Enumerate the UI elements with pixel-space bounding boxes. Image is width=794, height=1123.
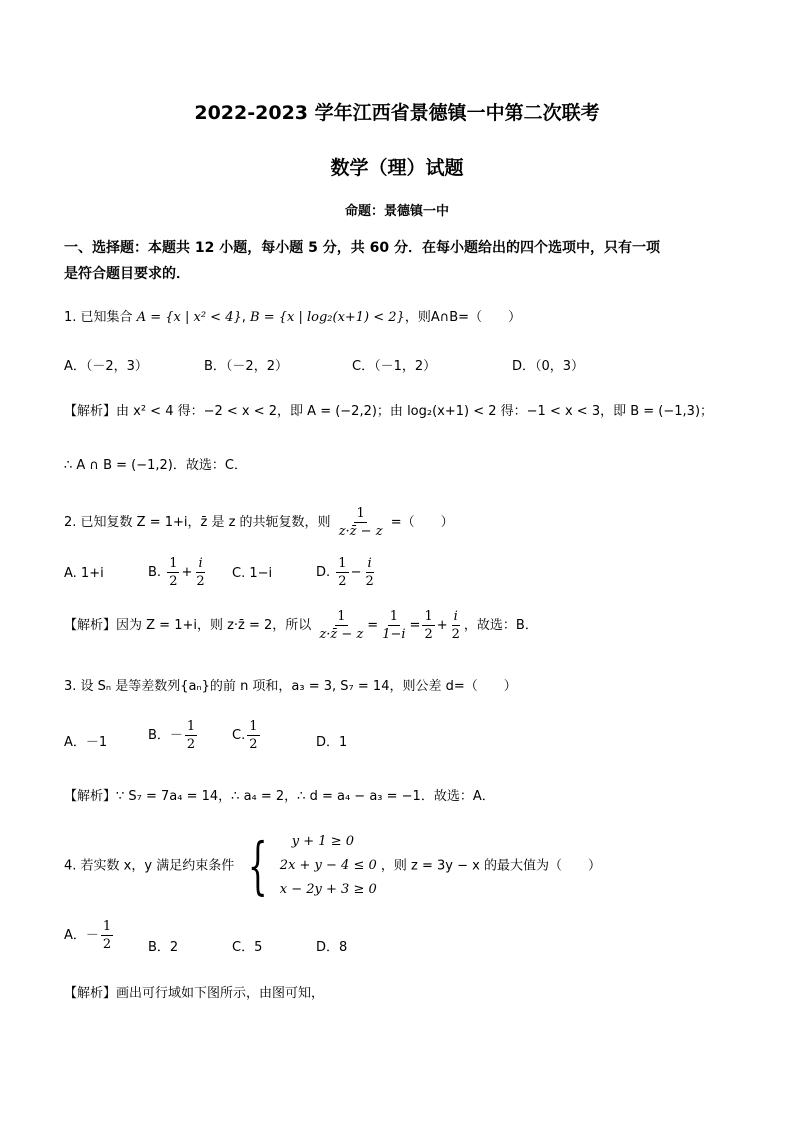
exam-title: 2022-2023 学年江西省景德镇一中第二次联考 xyxy=(194,102,600,124)
q1-analysis-2: ∴ A ∩ B = (−1,2)．故选：C． xyxy=(64,458,247,473)
q2-b-den1: 2 xyxy=(169,574,178,589)
q2-analysis-eq2: = xyxy=(409,618,421,633)
q2-analysis-frac2 xyxy=(380,608,407,643)
q2-analysis-plus: + xyxy=(436,618,448,633)
q3-b-den: 2 xyxy=(186,737,196,752)
q4-option-c: C．5 xyxy=(232,940,263,955)
q2-af4-num: i xyxy=(453,609,458,624)
q2-analysis-frac3 xyxy=(422,608,434,643)
q1-option-b: B．（－2，2） xyxy=(204,359,288,374)
question-2 xyxy=(64,505,454,540)
q3-text: 设 Sₙ 是等差数列{aₙ}的前 n 项和，a₃ = 3, S₇ = 14，则公差 d=（ ） xyxy=(80,679,517,694)
q1-set-b: B = {x | log₂(x+1) < 2} xyxy=(250,310,405,325)
q2-analysis-lead: 【解析】因为 Z = 1+i，则 z·z̄ = 2，所以 xyxy=(64,618,312,633)
q2-frac-num: 1 xyxy=(356,506,365,521)
q2-d-num1: 1 xyxy=(338,556,347,571)
exam-subtitle: 数学（理）试题 xyxy=(330,157,464,179)
q2-b-num1: 1 xyxy=(169,556,178,571)
section-heading-cont: 是符合题目要求的． xyxy=(64,266,190,282)
q1-num: 1. xyxy=(64,310,77,325)
exam-author: 命题：景德镇一中 xyxy=(344,204,449,219)
q2-d-minus: − xyxy=(350,565,362,580)
question-4 xyxy=(64,830,601,902)
q2-analysis-tail: ，故选：B． xyxy=(463,618,538,633)
q4-option-d: D．8 xyxy=(316,940,348,955)
q1-option-a: A．（－2，3） xyxy=(64,359,148,374)
question-1: 1. 已知集合 A = {x | x² < 4}, B = {x | log₂(x+1) < 2}，则A∩B=（ ） xyxy=(64,310,522,325)
q2-option-b xyxy=(148,555,209,590)
q2-d-frac2 xyxy=(363,555,375,590)
q4-option-a-label: A．－ xyxy=(64,928,99,943)
q4-option-b: B．2 xyxy=(148,940,179,955)
q2-num: 2. xyxy=(64,515,77,530)
q2-d-frac1 xyxy=(336,555,348,590)
q2-text: 已知复数 Z = 1+i，z̄ 是 z 的共轭复数，则 xyxy=(80,515,331,530)
q2-af1-den: z·z̄ − z xyxy=(319,627,364,642)
q2-option-d-label: D. xyxy=(316,565,331,580)
q3-option-a: A．－1 xyxy=(64,735,108,750)
q4-constraint-3: x − 2y + 3 ≥ 0 xyxy=(279,882,377,897)
q2-option-b-label: B. xyxy=(148,565,162,580)
q1-option-c: C．（－1，2） xyxy=(352,359,437,374)
q2-frac-den: z·z̄ − z xyxy=(338,524,383,539)
q3-option-c xyxy=(232,718,262,753)
section-heading: 一、选择题：本题共 12 小题，每小题 5 分，共 60 分．在每小题给出的四个选项中，只有一项 xyxy=(64,240,660,256)
q2-tail: =（ ） xyxy=(390,515,454,530)
q1-tail: ，则A∩B=（ ） xyxy=(404,310,522,325)
q4-analysis: 【解析】画出可行域如下图所示，由图可知， xyxy=(64,986,325,1001)
q4-brace: { xyxy=(248,829,268,902)
q2-d-den1: 2 xyxy=(338,574,347,589)
q4-a-frac xyxy=(101,918,113,953)
q2-d-den2: 2 xyxy=(365,574,374,589)
q2-b-frac1 xyxy=(167,555,179,590)
q2-af3-num: 1 xyxy=(424,609,433,624)
q3-b-frac xyxy=(185,718,197,753)
q3-b-num: 1 xyxy=(186,719,196,734)
q2-d-num2: i xyxy=(367,556,372,571)
q2-analysis xyxy=(64,608,538,643)
q1-analysis: 【解析】由 x² < 4 得：−2 < x < 2，即 A = (−2,2)；由 log₂(x+1) < 2 得：−1 < x < 3，即 B = (−1,3)； xyxy=(64,404,714,419)
q3-c-frac xyxy=(247,718,259,753)
q3-option-b-label: B．－ xyxy=(148,728,183,743)
q4-constraint-2: 2x + y − 4 ≤ 0 xyxy=(279,858,377,873)
q4-option-a xyxy=(64,918,115,953)
q2-b-num2: i xyxy=(198,556,203,571)
q4-a-den: 2 xyxy=(102,937,112,952)
q1-lead: 已知集合 xyxy=(80,310,133,325)
q3-c-den: 2 xyxy=(249,737,258,752)
q2-analysis-frac1 xyxy=(317,608,365,643)
question-3 xyxy=(64,675,517,694)
q2-b-den2: 2 xyxy=(196,574,205,589)
q2-analysis-eq1: = xyxy=(367,618,379,633)
q4-constraints xyxy=(280,830,377,902)
q1-set-a: A = {x | x² < 4} xyxy=(136,310,242,325)
q3-analysis: 【解析】∵ S₇ = 7a₄ = 14，∴ a₄ = 2，∴ d = a₄ − a₃ = −1．故选：A． xyxy=(64,789,495,804)
q2-af1-num: 1 xyxy=(337,609,346,624)
q4-num: 4. xyxy=(64,858,77,874)
q2-fraction xyxy=(337,505,385,540)
q4-tail: ，则 z = 3y − x 的最大值为（ ） xyxy=(380,858,601,874)
q2-af2-num: 1 xyxy=(389,609,398,624)
q4-text: 若实数 x，y 满足约束条件 xyxy=(80,858,235,874)
q2-af2-den: 1−i xyxy=(382,627,406,642)
q1-option-d: D．（0，3） xyxy=(512,359,585,374)
q2-af3-den: 2 xyxy=(424,627,433,642)
q2-analysis-frac4 xyxy=(450,608,462,643)
q3-c-num: 1 xyxy=(249,719,258,734)
q2-af4-den: 2 xyxy=(451,627,460,642)
q4-constraint-1: y + 1 ≥ 0 xyxy=(291,834,354,849)
q3-option-d: D．1 xyxy=(316,735,348,750)
q2-b-plus: + xyxy=(181,565,193,580)
q3-option-c-label: C. xyxy=(232,728,246,743)
q2-option-d xyxy=(316,555,378,590)
q3-num: 3. xyxy=(64,679,77,694)
q3-option-b xyxy=(148,718,199,753)
q2-b-frac2 xyxy=(194,555,206,590)
q2-option-a: A. 1+i xyxy=(64,566,104,581)
q2-option-c: C. 1−i xyxy=(232,566,273,581)
q4-a-num: 1 xyxy=(102,919,112,934)
q4-constraint-system xyxy=(238,830,376,902)
